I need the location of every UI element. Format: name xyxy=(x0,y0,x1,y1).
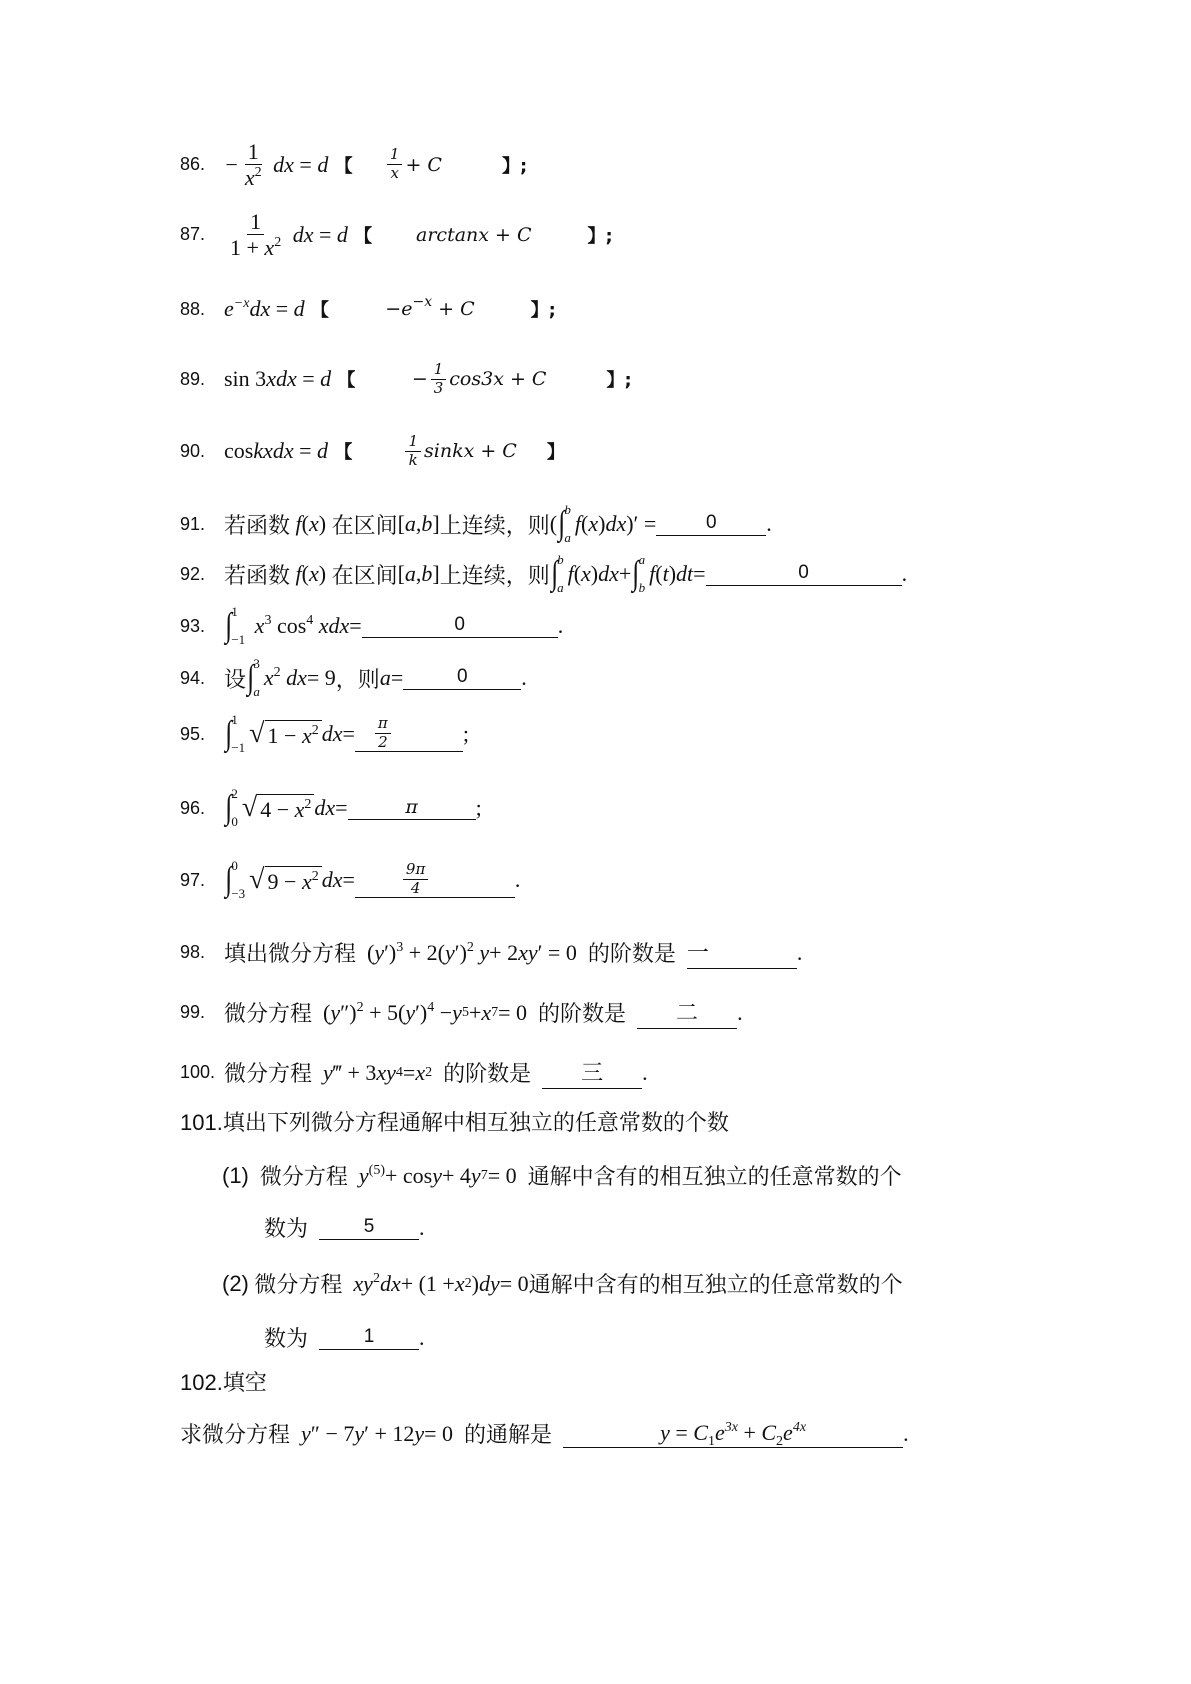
question-95: 95. ∫ 1 −1 √ $1 - x^2$ dx = $\frac{\pi}{2}$ ; xyxy=(180,712,470,755)
question-text: 在区间 xyxy=(331,563,398,589)
question-97: 97. ∫ 0 −3 √ $9 - x^2$ dx = $\frac{9\pi}{4}$ . xyxy=(180,858,521,901)
answer-88: + C xyxy=(438,298,475,320)
sqrt: √ $4 - x^2$ xyxy=(242,794,315,823)
question-92: 92. 若函数 f ( x ) 在区间 [ a , b ] 上连续，则 ∫ b a f ( x ) dx + ∫ a b f ( t ) dt = 0 . xyxy=(180,552,908,595)
question-number: 86. xyxy=(180,154,206,175)
question-text: 微分方程 xyxy=(259,1165,348,1190)
part-label: (2) xyxy=(222,1270,249,1296)
question-number: 95. xyxy=(180,723,206,744)
question-102: 求微分方程 y ″ − 7 y ′ + 12 y = 0 的通解是 $y = C_1e^{3x} + C_2e^{4x}$ . xyxy=(180,1419,909,1449)
question-text: 的通解是 xyxy=(464,1423,553,1448)
question-101-part-2-answer-line: 数为 1 . xyxy=(264,1322,425,1353)
question-text: 填出微分方程 xyxy=(224,942,357,967)
question-94: 94. 设 ∫ 3 a $x^2$ dx = 9 ，则 a = 0 . xyxy=(180,656,527,699)
sqrt: √ $1 - x^2$ xyxy=(249,720,322,749)
question-text: 通解中含有的相互独立的任意常数的个 xyxy=(527,1165,902,1190)
answer-86: + C xyxy=(405,153,442,176)
question-number: 89. xyxy=(180,368,206,389)
question-101-title: 101.填出下列微分方程通解中相互独立的任意常数的个数 xyxy=(180,1110,729,1135)
answer-fraction: $\frac{1}{x}$ xyxy=(387,147,403,182)
answer-101-1: 5 xyxy=(319,1216,419,1240)
question-100: 100. 微分方程 y ‴ + 3 xy 4 = x 2 的阶数是 三 . xyxy=(180,1056,648,1089)
question-89: 89. sin 3 xdx = d 【 − $\frac{1}{3}$ cos3x + C 】; xyxy=(180,360,632,397)
answer-100: 三 xyxy=(542,1056,642,1089)
question-90: 90. cos kxdx = d 【 $\frac{1}{k}$ sinkx + C 】 xyxy=(180,432,565,469)
answer-92: 0 xyxy=(706,562,902,586)
question-number: 87. xyxy=(180,224,206,245)
answer-98: 一 xyxy=(687,936,797,969)
answer-94: 0 xyxy=(403,666,521,690)
sqrt: √ $9 - x^2$ xyxy=(249,866,322,895)
question-101-part-2: (2) 微分方程 $xy^2dx$ + (1 + x 2 ) dy = 0 通解中含有的相互独立的任意常数的个 xyxy=(222,1268,903,1299)
question-number: 96. xyxy=(180,797,206,818)
question-102-title: 102.填空 xyxy=(180,1370,267,1395)
question-99: 99. 微分方程 ( y ″)$^2$ + 5( y ′)$^4$ − y 5 + x 7 = 0 的阶数是 二 . xyxy=(180,996,743,1029)
question-number: 93. xyxy=(180,615,206,636)
answer-90: sinkx + C xyxy=(424,440,517,463)
question-number: 97. xyxy=(180,869,206,890)
question-number: 90. xyxy=(180,440,206,461)
question-101-part-1-answer-line: 数为 5 . xyxy=(264,1212,425,1243)
answer-fraction: $\frac{1}{k}$ xyxy=(405,434,421,469)
answer-95: $\frac{\pi}{2}$ xyxy=(355,716,463,753)
fraction: $\frac{1}{x^2}$ xyxy=(244,139,262,191)
question-number: 100. xyxy=(180,1062,216,1082)
question-number: 99. xyxy=(180,1002,206,1022)
question-text: 求微分方程 xyxy=(180,1423,291,1448)
answer-99: 二 xyxy=(637,996,737,1029)
question-91: 91. 若函数 f ( x ) 在区间 [ a , b ] 上连续，则 ( ∫ b a f ( x ) dx )′ = 0 . xyxy=(180,502,772,545)
question-98: 98. 填出微分方程 ( y ′)$^3$ + 2( y ′)$^2$ y + 2 xy ′ = 0 的阶数是 一 . xyxy=(180,936,802,969)
question-number: 91. xyxy=(180,513,206,534)
answer-101-2: 1 xyxy=(319,1326,419,1350)
fraction: $\frac{1}{1 + x^2}$ xyxy=(230,209,282,261)
answer-fraction: $\frac{1}{3}$ xyxy=(431,362,447,397)
question-text: 若函数 xyxy=(224,513,291,539)
question-text: 上连续，则 xyxy=(439,563,550,589)
question-93: 93. ∫ 1 −1 $x^3$ $\cos^4$ xdx = 0 . xyxy=(180,604,564,647)
answer-87: arctanx + C xyxy=(416,223,532,246)
question-text: 通解中含有的相互独立的任意常数的个 xyxy=(528,1273,903,1298)
question-text: 的阶数是 xyxy=(587,942,676,967)
answer-93: 0 xyxy=(362,614,558,638)
question-text: 若函数 xyxy=(224,563,291,589)
answer-102: $y = C_1e^{3x} + C_2e^{4x}$ xyxy=(563,1420,903,1448)
question-87: 87. $\frac{1}{1 + x^2}$ dx = d 【 arctanx + C 】; xyxy=(180,209,613,261)
answer-97: $\frac{9\pi}{4}$ xyxy=(355,862,515,899)
answer-96: π xyxy=(348,796,476,820)
question-text: 设 xyxy=(224,667,247,693)
question-number: 94. xyxy=(180,667,206,688)
question-text: 微分方程 xyxy=(224,1002,313,1027)
answer-91: 0 xyxy=(656,512,766,536)
question-86: 86. − $\frac{1}{x^2}$ dx = d 【 $\frac{1}{x}$ + C 】; xyxy=(180,139,528,191)
question-text: 微分方程 xyxy=(254,1273,343,1298)
question-text: 数为 xyxy=(264,1327,309,1352)
question-text: ，则 xyxy=(335,667,380,693)
question-text: 在区间 xyxy=(331,513,398,539)
question-96: 96. ∫ 2 0 √ $4 - x^2$ dx = π ; xyxy=(180,786,482,829)
question-number: 98. xyxy=(180,942,206,962)
question-number: 92. xyxy=(180,563,206,584)
answer-89: cos3x + C xyxy=(449,368,547,391)
part-label: (1) xyxy=(222,1162,249,1188)
question-text: 上连续，则 xyxy=(439,513,550,539)
question-text: 的阶数是 xyxy=(538,1002,627,1027)
question-88: 88. $e^{-x}dx$ = d 【 $-e^{-x}$ + C 】; xyxy=(180,294,556,321)
question-number: 88. xyxy=(180,298,206,319)
question-text: 微分方程 xyxy=(224,1062,313,1087)
question-text: 数为 xyxy=(264,1217,309,1242)
question-text: 的阶数是 xyxy=(443,1062,532,1087)
question-101-part-1: (1) 微分方程 $y^{(5)}$ + cos y + 4 y 7 = 0 通解中含有的相互独立的任意常数的个 xyxy=(222,1160,902,1191)
